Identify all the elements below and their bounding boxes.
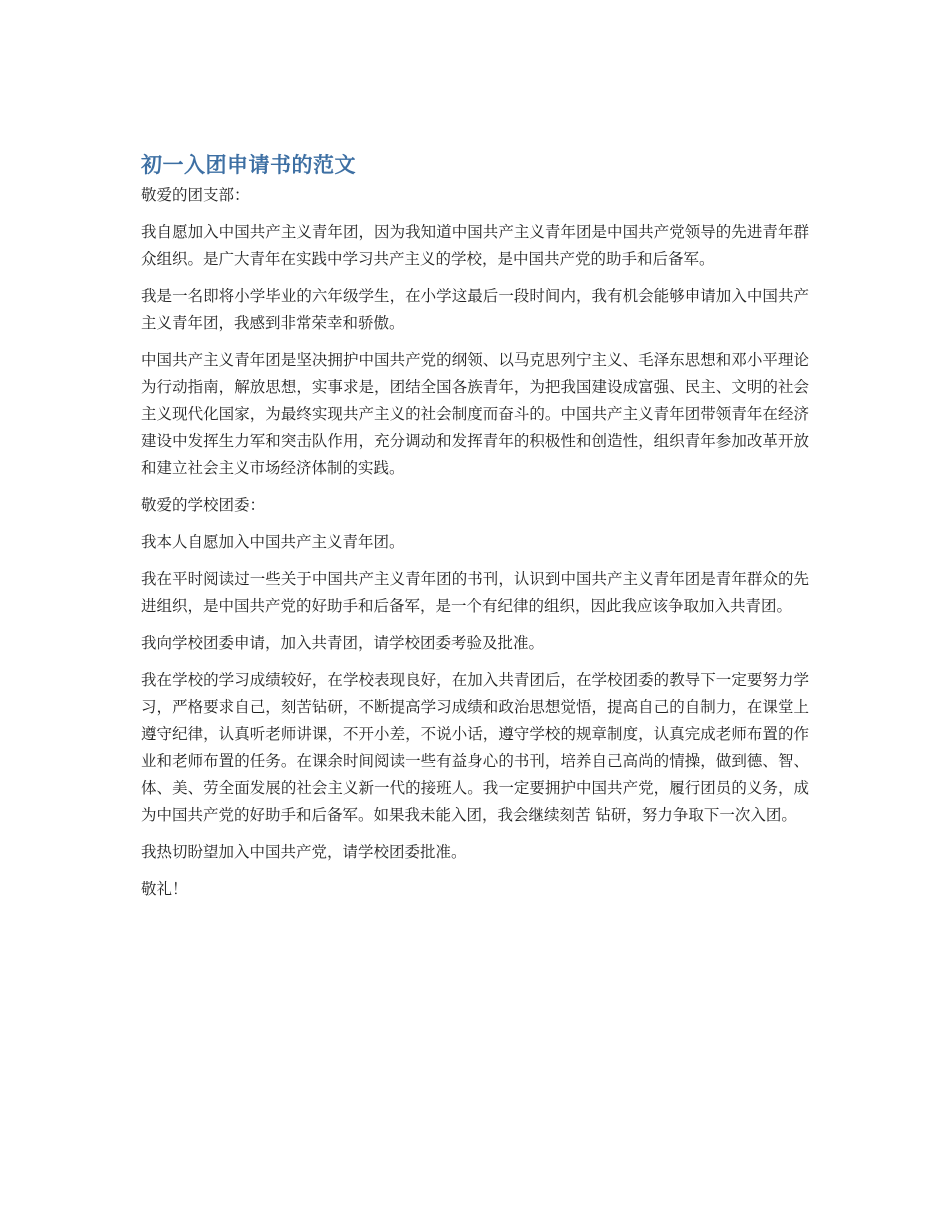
salutation: 敬爱的团支部：	[141, 186, 250, 204]
paragraph-1: 我自愿加入中国共产主义青年团，因为我知道中国共产主义青年团是中国共产党领导的先进青年群众组织。是广大青年在实践中学习共产主义的学校，是中国共产党的助手和后备军。	[141, 223, 809, 268]
closing: 敬礼！	[141, 880, 188, 898]
document-title: 初一入团申请书的范文	[141, 153, 356, 177]
paragraph-7: 我在学校的学习成绩较好，在学校表现良好，在加入共青团后，在学校团委的教导下一定要努力学习，严格要求自己，刻苦钻研，不断提高学习成绩和政治思想觉悟，提高自己的自制力，在课堂上遵守纪律，认真听老师讲课，不开小差，不说小话，遵守学校的规章制度，认真完成老师布置的作业和老师布置的任务。在课余时间阅读一些有益身心的书刊，培养自己高尚的情操，做到德、智、体、美、劳全面发展的社会主义新一代的接班人。我一定要拥护中国共产党，履行团员的义务，成为中国共产党的好助手和后备军。如果我未能入团，我会继续刻苦 钻研，努力争取下一次入团。	[141, 671, 809, 824]
paragraph-4: 我本人自愿加入中国共产主义青年团。	[141, 533, 405, 551]
paragraph-5: 我在平时阅读过一些关于中国共产主义青年团的书刊，认识到中国共产主义青年团是青年群众的先进组织，是中国共产党的好助手和后备军，是一个有纪律的组织，因此我应该争取加入共青团。	[141, 570, 809, 615]
paragraph-6: 我向学校团委申请，加入共青团，请学校团委考验及批准。	[141, 634, 545, 652]
paragraph-2: 我是一名即将小学毕业的六年级学生，在小学这最后一段时间内，我有机会能够申请加入中国共产主义青年团，我感到非常荣幸和骄傲。	[141, 287, 809, 332]
paragraph-8: 我热切盼望加入中国共产党，请学校团委批准。	[141, 843, 467, 861]
salutation-school: 敬爱的学校团委：	[141, 496, 266, 514]
document-body	[141, 148, 809, 903]
paragraph-3: 中国共产主义青年团是坚决拥护中国共产党的纲领、以马克思列宁主义、毛泽东思想和邓小平理论为行动指南，解放思想，实事求是，团结全国各族青年，为把我国建设成富强、民主、文明的社会主义现代化国家，为最终实现共产主义的社会制度而奋斗的。中国共产主义青年团带领青年在经济建设中发挥生力军和突击队作用，充分调动和发挥青年的积极性和创造性，组织青年参加改革开放和建立社会主义市场经济体制的实践。	[141, 351, 809, 477]
